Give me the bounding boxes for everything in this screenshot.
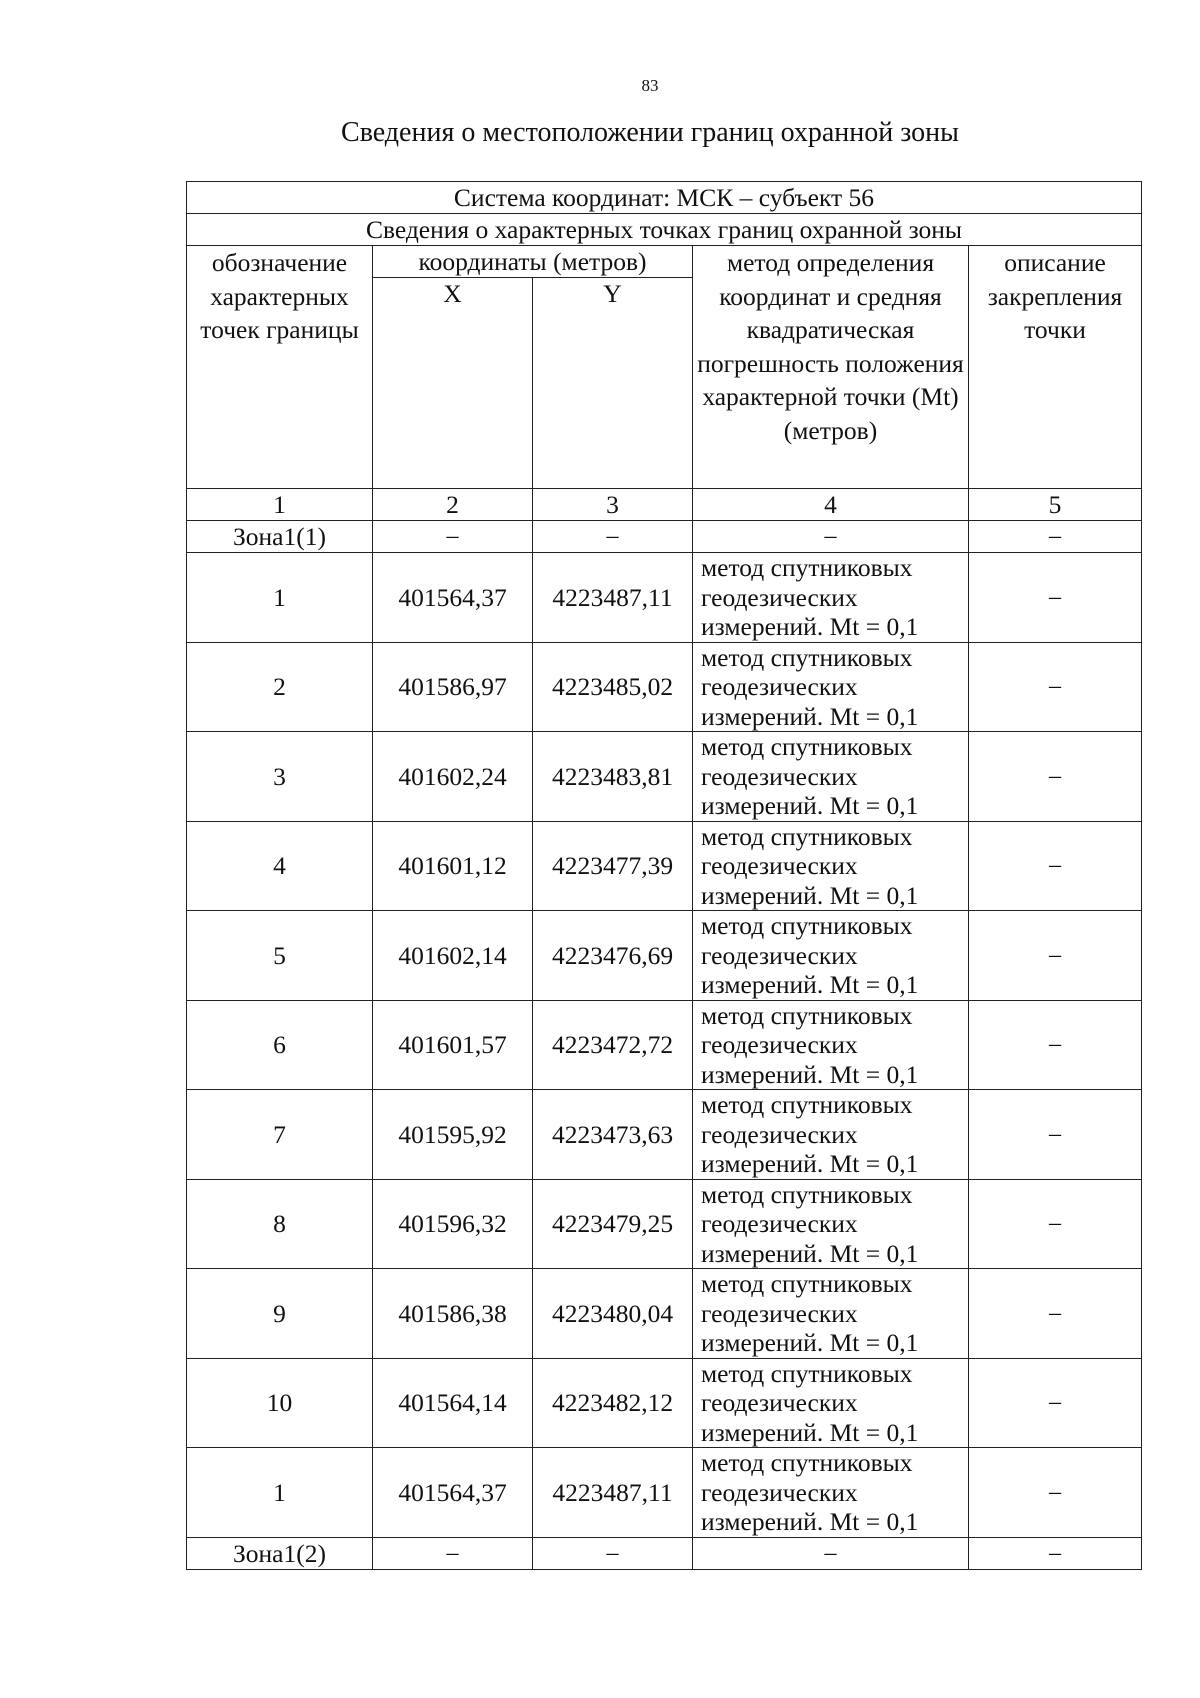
point-desc: – xyxy=(969,1179,1142,1269)
point-desc: – xyxy=(969,1269,1142,1359)
header-x: X xyxy=(373,278,533,489)
point-x: 401595,92 xyxy=(373,1090,533,1180)
coord-system-row xyxy=(187,182,1142,214)
point-method: метод спутниковых геодезических измерений. Mt = 0,1 xyxy=(693,821,969,911)
point-method: метод спутниковых геодезических измерений. Mt = 0,1 xyxy=(693,1000,969,1090)
point-y: 4223482,12 xyxy=(533,1358,693,1448)
point-number: 6 xyxy=(187,1000,373,1090)
point-method: метод спутниковых геодезических измерений. Mt = 0,1 xyxy=(693,553,969,643)
point-method: метод спутниковых геодезических измерений. Mt = 0,1 xyxy=(693,1090,969,1180)
point-x: 401596,32 xyxy=(373,1179,533,1269)
point-y: 4223477,39 xyxy=(533,821,693,911)
point-method: метод спутниковых геодезических измерений. Mt = 0,1 xyxy=(693,1269,969,1359)
zone-method: – xyxy=(693,1537,969,1569)
subtitle-row xyxy=(187,214,1142,246)
zone-method: – xyxy=(693,521,969,553)
header-y: Y xyxy=(533,278,693,489)
table-row xyxy=(187,1269,1142,1359)
point-number: 10 xyxy=(187,1358,373,1448)
point-number: 8 xyxy=(187,1179,373,1269)
point-y: 4223483,81 xyxy=(533,732,693,822)
point-y: 4223472,72 xyxy=(533,1000,693,1090)
column-number: 3 xyxy=(533,489,693,521)
point-method: метод спутниковых геодезических измерений. Mt = 0,1 xyxy=(693,1448,969,1538)
point-number: 5 xyxy=(187,911,373,1001)
point-number: 1 xyxy=(187,1448,373,1538)
point-x: 401602,14 xyxy=(373,911,533,1001)
column-number: 4 xyxy=(693,489,969,521)
column-numbers-row xyxy=(187,489,1142,521)
point-method: метод спутниковых геодезических измерений. Mt = 0,1 xyxy=(693,1358,969,1448)
header-point-designation: обозначение характерных точек границы xyxy=(187,246,373,489)
column-number: 2 xyxy=(373,489,533,521)
point-desc: – xyxy=(969,642,1142,732)
point-y: 4223487,11 xyxy=(533,553,693,643)
table-row xyxy=(187,1090,1142,1180)
table-row xyxy=(187,1000,1142,1090)
point-x: 401564,37 xyxy=(373,553,533,643)
point-y: 4223479,25 xyxy=(533,1179,693,1269)
point-y: 4223485,02 xyxy=(533,642,693,732)
point-number: 1 xyxy=(187,553,373,643)
point-number: 7 xyxy=(187,1090,373,1180)
zone-y: – xyxy=(533,521,693,553)
point-x: 401601,12 xyxy=(373,821,533,911)
table-row xyxy=(187,642,1142,732)
zone-x: – xyxy=(373,1537,533,1569)
column-number: 5 xyxy=(969,489,1142,521)
table-row xyxy=(187,1448,1142,1538)
point-number: 3 xyxy=(187,732,373,822)
point-x: 401564,37 xyxy=(373,1448,533,1538)
point-desc: – xyxy=(969,1090,1142,1180)
point-method: метод спутниковых геодезических измерений. Mt = 0,1 xyxy=(693,732,969,822)
boundary-points-table xyxy=(186,181,1142,1570)
point-x: 401602,24 xyxy=(373,732,533,822)
header-description: описание закрепления точки xyxy=(969,246,1142,489)
zone-x: – xyxy=(373,521,533,553)
document-title: Сведения о местоположении границ охранной зоны xyxy=(341,117,959,148)
point-y: 4223473,63 xyxy=(533,1090,693,1180)
table-row xyxy=(187,1179,1142,1269)
page-number: 83 xyxy=(641,76,659,95)
point-method: метод спутниковых геодезических измерений. Mt = 0,1 xyxy=(693,1179,969,1269)
zone-y: – xyxy=(533,1537,693,1569)
zone-label: Зона1(2) xyxy=(187,1537,373,1569)
zone-desc: – xyxy=(969,1537,1142,1569)
coord-system-cell: Система координат: МСК – субъект 56 xyxy=(187,182,1142,214)
point-y: 4223476,69 xyxy=(533,911,693,1001)
point-desc: – xyxy=(969,1358,1142,1448)
table-row xyxy=(187,732,1142,822)
table-row xyxy=(187,911,1142,1001)
point-method: метод спутниковых геодезических измерений. Mt = 0,1 xyxy=(693,911,969,1001)
point-x: 401601,57 xyxy=(373,1000,533,1090)
zone-end-row xyxy=(187,1537,1142,1569)
header-row xyxy=(187,246,1142,278)
point-number: 2 xyxy=(187,642,373,732)
point-desc: – xyxy=(969,821,1142,911)
table-row xyxy=(187,821,1142,911)
subtitle-cell: Сведения о характерных точках границ охранной зоны xyxy=(187,214,1142,246)
header-coordinates: координаты (метров) xyxy=(373,246,693,278)
point-desc: – xyxy=(969,553,1142,643)
point-x: 401564,14 xyxy=(373,1358,533,1448)
table-row xyxy=(187,553,1142,643)
point-method: метод спутниковых геодезических измерений. Mt = 0,1 xyxy=(693,642,969,732)
point-desc: – xyxy=(969,911,1142,1001)
point-desc: – xyxy=(969,1448,1142,1538)
zone-start-row xyxy=(187,521,1142,553)
column-number: 1 xyxy=(187,489,373,521)
point-x: 401586,38 xyxy=(373,1269,533,1359)
point-desc: – xyxy=(969,732,1142,822)
point-y: 4223487,11 xyxy=(533,1448,693,1538)
point-desc: – xyxy=(969,1000,1142,1090)
point-y: 4223480,04 xyxy=(533,1269,693,1359)
header-method: метод определения координат и средняя квадратическая погрешность положения характерной точки (Mt) (метров) xyxy=(693,246,969,489)
zone-label: Зона1(1) xyxy=(187,521,373,553)
table-row xyxy=(187,1358,1142,1448)
point-x: 401586,97 xyxy=(373,642,533,732)
point-number: 4 xyxy=(187,821,373,911)
zone-desc: – xyxy=(969,521,1142,553)
point-number: 9 xyxy=(187,1269,373,1359)
